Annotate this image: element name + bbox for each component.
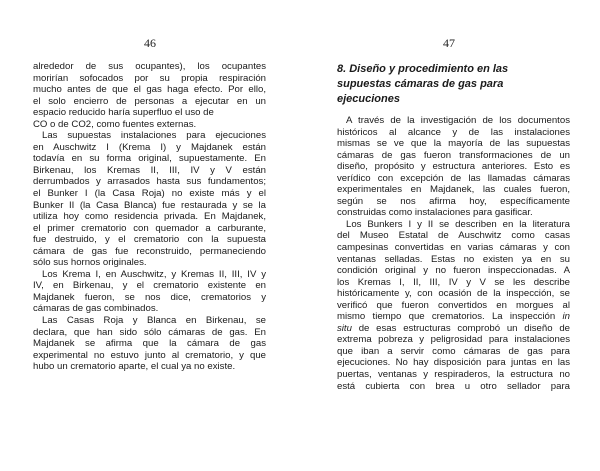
text-line: extrema pobreza y peligrosidad para instalaciones	[337, 334, 570, 346]
text-line: históricamente y, con ocasión de la inspección, se	[337, 288, 570, 300]
heading-line: supuestas cámaras de gas para	[337, 77, 504, 90]
text-line: CO o de CO2, como fuentes externas.	[33, 118, 197, 130]
text-line: diseño, propósito y estructura anteriores. Esto es	[337, 161, 570, 173]
text-line: mucho antes de que el gas haga efecto. Por ello,	[33, 84, 266, 96]
text-line: derrumbados y arrasados hasta sus fundamentos;	[33, 176, 266, 188]
text-line: alrededor de sus ocupantes), los ocupantes	[33, 61, 266, 72]
text-line: experimentales en Majdanek, las cuales fueron,	[337, 184, 570, 196]
text-line: utiliza hoy como residencia privada. En Majdanek,	[33, 211, 266, 223]
text-line: mismas se ve que la mayoría de las supuestas	[337, 138, 570, 150]
text-line: cámaras de gas fueron transformaciones de un	[337, 149, 570, 161]
text-line: ventanas selladas. Estas no existen ya en su	[337, 253, 570, 265]
text-line: Los Bunkers I y II se describen en la literatura	[346, 218, 570, 230]
italic-word: situ	[337, 322, 352, 334]
text-line: espacio reducido haría superfluo el uso de	[33, 107, 214, 119]
text-line: verídico con excepción de las llamadas cámaras	[337, 172, 570, 184]
text-line: puertas, ventanas y respiraderos, la estructura no	[337, 369, 570, 381]
text-line: ejecuciones. No hay disposición para juntas en las	[337, 357, 570, 369]
text-line: construidas como instalaciones para gasificar.	[337, 207, 533, 219]
text-line: condición original y no fueron inspeccionadas. A	[337, 265, 570, 277]
text-line: campesinas convertidas en varias cámaras y con	[337, 242, 570, 254]
text-line-with-italic	[337, 311, 570, 323]
section-heading	[337, 62, 572, 106]
text-line: del Museo Estatal de Auschwitz como casas	[337, 230, 570, 242]
text-line: experimental no estuvo junto al crematorio, y que	[33, 349, 266, 361]
text-line: sólo sus hornos originales.	[33, 257, 147, 269]
text-line: Birkenau, los Kremas II, III, IV y V están	[33, 164, 266, 176]
text-line: el solo encierro de personas a ejecutar en un	[33, 95, 266, 107]
text-line: el Bunker I (la Casa Roja) no existe más y el	[33, 188, 266, 200]
text-line: está cubierta con brea u otro sellador para	[337, 380, 570, 392]
text-line: fue destruido, y el crematorio con la supuesta	[33, 234, 266, 246]
text-line: Majdanek se afirma que la cámara de gas	[33, 338, 266, 350]
text-line: IV, en Birkenau, y el crematorio existente en	[33, 280, 266, 292]
text-line: todavía en su forma original, supuestamente. En	[33, 153, 266, 165]
text-line: morirían sofocados por su propia respiración	[33, 72, 266, 84]
text-line: cámaras de gas combinados.	[33, 303, 159, 315]
text-line: declara, que han sido sólo cámaras de gas. En	[33, 326, 266, 338]
text-line: verificó que fueron convertidos en morgues al	[337, 299, 570, 311]
text-line-with-italic	[337, 323, 570, 335]
text-line: en Auschwitz I (Krema I) y Majdanek están	[33, 141, 266, 153]
text-line: Majdanek fueron, se nos dice, crematorios y	[33, 291, 266, 303]
italic-word: in	[562, 311, 570, 323]
heading-line: ejecuciones	[337, 92, 400, 105]
text-line: A través de la investigación de los documentos	[346, 115, 570, 126]
right-page	[300, 0, 600, 471]
text-run: de esas estructuras comprobó un diseño de	[358, 322, 570, 334]
text-line: según se nos afirma hoy, específicamente	[337, 195, 570, 207]
text-line: Los Krema I, en Auschwitz, y Kremas II, III, IV y	[42, 268, 266, 280]
body-text	[337, 115, 570, 392]
text-line: que iban a servir como cámaras de gas para	[337, 345, 570, 357]
text-line: cámara de gas fue reconstruido, permaneciendo	[33, 245, 266, 257]
text-line: hubo un crematorio aparte, el cual ya no existe.	[33, 361, 236, 373]
text-line: históricos al alcance y de las instalaciones	[337, 126, 570, 138]
text-run: mismo tiempo que crematorios. La inspección	[337, 311, 556, 323]
heading-line: 8. Diseño y procedimiento en las	[337, 63, 509, 75]
text-line: Bunker II (la Casa Blanca) fue restaurada y se la	[33, 199, 266, 211]
text-line: el primer crematorio con quemador a carburante,	[33, 222, 266, 234]
page-number: 46	[144, 36, 156, 50]
page-number: 47	[443, 36, 455, 50]
text-line: Las supuestas instalaciones para ejecuciones	[42, 130, 266, 142]
text-line: Las Casas Roja y Blanca en Birkenau, se	[42, 315, 266, 327]
body-text	[33, 61, 266, 373]
text-line: los Kremas I, II, III, IV y V se les describe	[337, 276, 570, 288]
